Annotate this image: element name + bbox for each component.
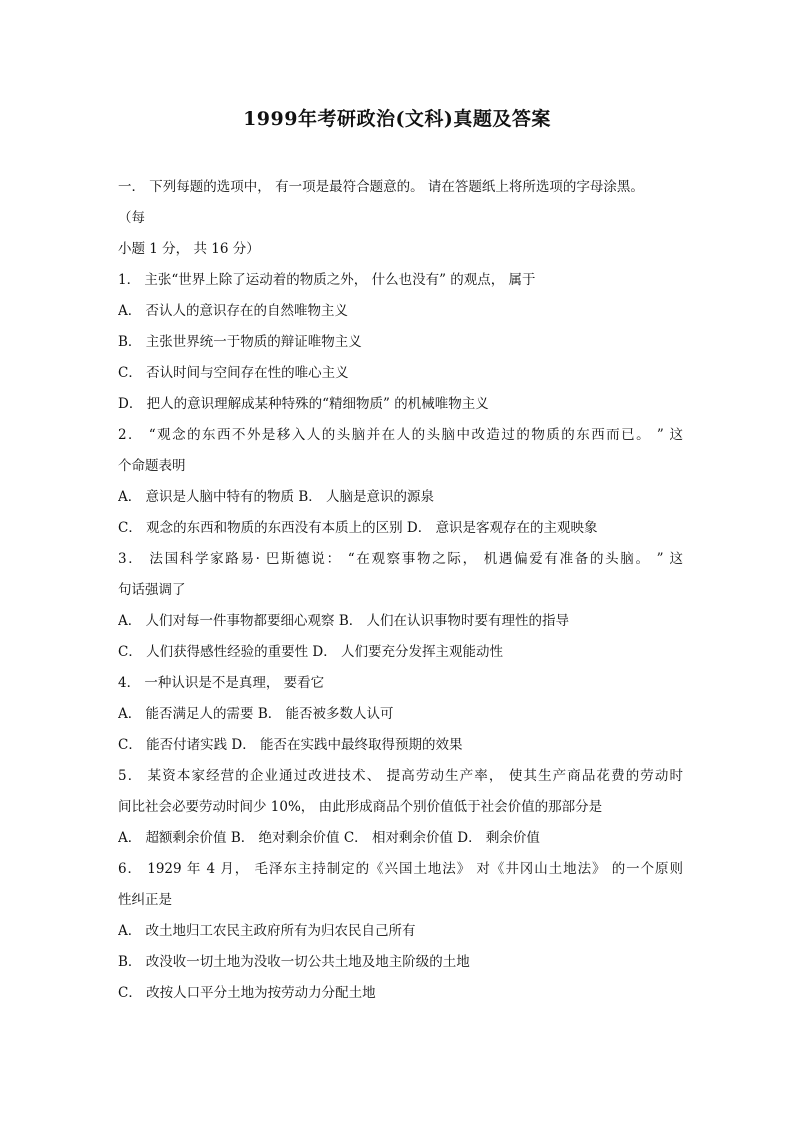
text-line: A． 意识是人脑中特有的物质 B． 人脑是意识的源泉 [118,489,435,505]
text-line: A． 超额剩余价值 B． 绝对剩余价值 C． 相对剩余价值 D． 剩余价值 [118,830,540,846]
text-line: 5． 某资本家经营的企业通过改进技术、 提高劳动生产率， 使其生产商品花费的劳动时 [118,768,683,784]
text-line: A． 改土地归工农民主政府所有为归农民自己所有 [118,923,416,939]
text-line: C． 人们获得感性经验的重要性 D． 人们要充分发挥主观能动性 [118,644,504,660]
text-line: 小题 1 分， 共 16 分） [118,241,260,257]
text-line: C． 否认时间与空间存在性的唯心主义 [118,365,349,381]
text-line: A． 否认人的意识存在的自然唯物主义 [118,303,349,319]
text-line: 间比社会必要劳动时间少 10%， 由此形成商品个别价值低于社会价值的那部分是 [118,799,603,815]
text-line: C． 观念的东西和物质的东西没有本质上的区别 D． 意识是客观存在的主观映象 [118,520,598,536]
text-line: 句话强调了 [118,582,186,598]
text-line: 2． “观念的东西不外是移入人的头脑并在人的头脑中改造过的物质的东西而已。 ” 这 [118,427,683,443]
document-body [118,175,683,1012]
text-line: D． 把人的意识理解成某种特殊的“精细物质” 的机械唯物主义 [118,396,489,412]
text-line: A． 能否满足人的需要 B． 能否被多数人认可 [118,706,394,722]
text-line: C． 能否付诸实践 D． 能否在实践中最终取得预期的效果 [118,737,463,753]
text-line: B． 改没收一切土地为没收一切公共土地及地主阶级的土地 [118,954,470,970]
text-line: 6． 1929 年 4 月， 毛泽东主持制定的《兴国土地法》 对《井冈山土地法》 的一个原则 [118,861,683,877]
text-line: （每 [118,210,145,226]
text-line: A． 人们对每一件事物都要细心观察 B． 人们在认识事物时要有理性的指导 [118,613,570,629]
text-line: 4． 一种认识是不是真理， 要看它 [118,675,325,691]
text-line: 1． 主张“世界上除了运动着的物质之外， 什么也没有” 的观点， 属于 [118,272,536,288]
document-title: 1999年考研政治(文科)真题及答案 [243,108,551,130]
text-line: C． 改按人口平分土地为按劳动力分配土地 [118,985,376,1001]
text-line: 一． 下列每题的选项中， 有一项是最符合题意的。 请在答题纸上将所选项的字母涂黑。 [118,179,644,195]
text-line: B． 主张世界统一于物质的辩证唯物主义 [118,334,362,350]
text-line: 个命题表明 [118,458,186,474]
text-line: 3． 法国科学家路易· 巴斯德说： “在观察事物之际， 机遇偏爱有准备的头脑。 ” 这 [118,551,683,567]
text-line: 性纠正是 [118,892,172,908]
